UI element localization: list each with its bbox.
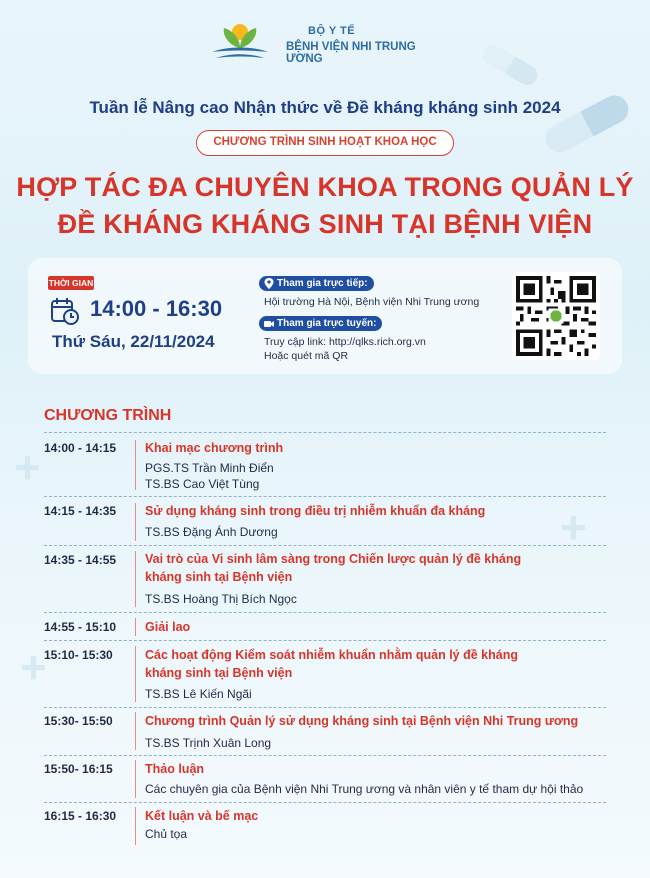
agenda-divider [135, 503, 136, 541]
in-person-label [259, 276, 374, 291]
qr-code-icon [516, 276, 596, 356]
online-label-text: Tham gia trực tuyến: [277, 318, 377, 329]
hospital-name: BỆNH VIỆN NHI TRUNG ƯƠNG [286, 41, 416, 65]
org-name: BỘ Y TẾ [308, 25, 356, 37]
agenda-time: 15:30- 15:50 [44, 714, 113, 728]
agenda-speaker: PGS.TS Trần Minh Điển [145, 461, 274, 475]
page-title-line1: HỢP TÁC ĐA CHUYÊN KHOA TRONG QUẢN LÝ [16, 172, 634, 202]
agenda-time: 14:00 - 14:15 [44, 441, 117, 455]
agenda-divider [135, 551, 136, 607]
online-qr-note: Hoặc quét mã QR [264, 350, 349, 362]
time-badge: THỜI GIAN [48, 278, 94, 288]
agenda-divider [135, 712, 136, 750]
logo-mark-icon [208, 22, 272, 64]
agenda-time: 15:50- 16:15 [44, 762, 113, 776]
online-label [259, 316, 382, 331]
program-type-badge: CHƯƠNG TRÌNH SINH HOẠT KHOA HỌC [196, 130, 454, 156]
agenda-title: kháng sinh tại Bệnh viện [145, 666, 293, 680]
week-title: Tuần lễ Nâng cao Nhận thức về Đề kháng kháng sinh 2024 [89, 98, 561, 117]
divider [44, 640, 606, 641]
video-camera-icon [263, 317, 275, 330]
agenda-title: Sử dụng kháng sinh trong điều trị nhiễm khuẩn đa kháng [145, 504, 486, 518]
agenda-title: Giải lao [145, 620, 191, 634]
qr-code[interactable] [512, 272, 600, 360]
agenda-divider [135, 646, 136, 702]
agenda-time: 15:10- 15:30 [44, 648, 113, 662]
agenda-divider [135, 440, 136, 490]
agenda-time: 14:55 - 15:10 [44, 620, 117, 634]
agenda-title: kháng sinh tại Bệnh viện [145, 570, 293, 584]
divider [44, 496, 606, 497]
time-range: 14:00 - 16:30 [90, 296, 223, 321]
agenda-speaker: TS.BS Đặng Ánh Dương [145, 525, 278, 539]
agenda-time: 14:35 - 14:55 [44, 553, 117, 567]
agenda-speaker: TS.BS Trịnh Xuân Long [145, 736, 272, 750]
calendar-clock-icon [50, 296, 80, 326]
agenda-speaker: TS.BS Hoàng Thị Bích Ngọc [145, 592, 297, 606]
agenda-speaker: Các chuyên gia của Bệnh viện Nhi Trung ương và nhân viên y tế tham dự hội thảo [145, 782, 584, 796]
online-link[interactable]: Truy cập link: http://qlks.rich.org.vn [264, 336, 426, 348]
event-date: Thứ Sáu, 22/11/2024 [52, 332, 215, 351]
page-title-line2: ĐỀ KHÁNG KHÁNG SINH TẠI BỆNH VIỆN [57, 209, 593, 239]
in-person-label-text: Tham gia trực tiếp: [277, 278, 368, 289]
cross-decoration: + [20, 641, 47, 693]
event-info-box [28, 258, 622, 374]
agenda-time: 16:15 - 16:30 [44, 809, 117, 823]
divider [44, 432, 606, 433]
agenda-speaker: Chủ tọa [145, 827, 188, 841]
agenda-title: Khai mạc chương trình [145, 441, 284, 455]
divider [44, 545, 606, 546]
divider [44, 802, 606, 803]
divider [44, 755, 606, 756]
program-section-title: CHƯƠNG TRÌNH [44, 407, 172, 424]
agenda-time: 14:15 - 14:35 [44, 504, 117, 518]
agenda-title: Kết luận và bế mạc [145, 809, 259, 823]
agenda-title: Các hoạt động Kiểm soát nhiễm khuẩn nhằm quản lý đề kháng [145, 648, 518, 662]
hospital-logo [208, 18, 448, 66]
agenda-speaker: TS.BS Cao Việt Tùng [145, 477, 260, 491]
divider [44, 612, 606, 613]
agenda-divider [135, 807, 136, 845]
capsule-decoration [479, 41, 541, 88]
agenda-title: Vai trò của Vi sinh lâm sàng trong Chiến lược quản lý đề kháng [145, 552, 522, 566]
agenda-divider [135, 760, 136, 798]
agenda-title: Chương trình Quản lý sử dụng kháng sinh tại Bệnh viện Nhi Trung ương [145, 714, 579, 728]
divider [44, 707, 606, 708]
agenda-divider [135, 618, 136, 636]
cross-decoration: + [14, 441, 41, 493]
cross-decoration: + [560, 501, 587, 553]
location-pin-icon [263, 277, 275, 290]
in-person-place: Hội trường Hà Nội, Bệnh viện Nhi Trung ương [264, 296, 480, 308]
agenda-title: Thảo luận [145, 762, 205, 776]
agenda-speaker: TS.BS Lê Kiến Ngãi [145, 687, 252, 701]
